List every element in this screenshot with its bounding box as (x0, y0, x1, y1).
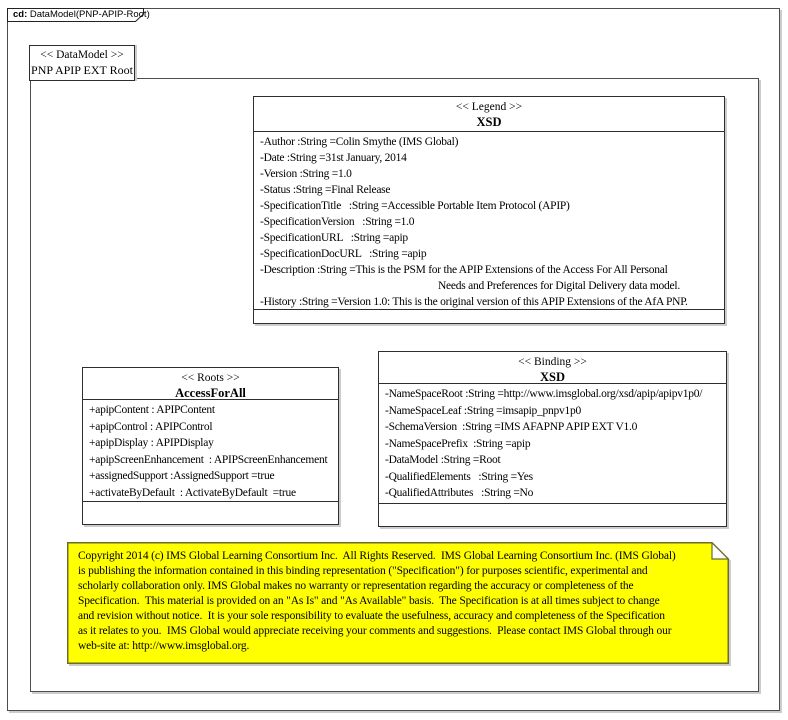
legend-attribute-line: -Date :String =31st January, 2014 (260, 152, 407, 164)
binding-attribute-line: -NameSpaceLeaf :String =imsapip_pnpv1p0 (385, 404, 582, 417)
copyright-line: Copyright 2014 (c) IMS Global Learning Consortium Inc. All Rights Reserved. IMS Global Learning Consortium Inc. (IMS Global) (78, 550, 676, 562)
binding-attribute-line: -SchemaVersion :String =IMS AFAPNP APIP EXT V1.0 (385, 421, 638, 433)
binding-class-name: XSD (539, 370, 565, 384)
roots-attribute-line: +apipScreenEnhancement : APIPScreenEnhancement (89, 453, 328, 466)
legend-class-box[interactable] (253, 96, 725, 324)
copyright-note[interactable] (67, 542, 729, 664)
roots-header (83, 368, 338, 400)
binding-empty-compartment (379, 504, 726, 526)
binding-attribute-line: -NameSpaceRoot :String =http://www.imsglobal.org/xsd/apip/apipv1p0/ (385, 388, 703, 400)
legend-class-name: XSD (476, 115, 502, 129)
copyright-line: and revision without notice. It is your sole responsibility to evaluate the usefulness, accuracy and completeness of the Specification (78, 610, 665, 622)
legend-attribute-line: -SpecificationVersion :String =1.0 (260, 216, 415, 228)
legend-header (254, 97, 724, 132)
binding-header (379, 352, 726, 384)
tab-title (13, 9, 150, 21)
binding-attribute-line: -QualifiedAttributes :String =No (385, 487, 534, 499)
roots-attribute-line: +assignedSupport :AssignedSupport =true (89, 470, 275, 482)
copyright-line: is publishing the information contained in this binding representation ("Specification") for purposes scientific, experimental and (78, 565, 648, 577)
legend-attribute-line: -SpecificationDocURL :String =apip (260, 248, 427, 260)
tab-name-label: DataModel(PNP-APIP-Root) (27, 9, 150, 20)
legend-empty-compartment (254, 310, 724, 323)
roots-stereotype: << Roots >> (181, 372, 240, 384)
binding-attribute-line: -DataModel :String =Root (385, 454, 501, 466)
roots-attribute-line: +activateByDefault : ActivateByDefault =true (89, 486, 296, 499)
copyright-line: Specification. This material is provided on an "As Is" and "As Available" basis. The Specification is at all times subject to change (78, 595, 660, 607)
legend-attribute-line: -SpecificationTitle :String =Accessible Portable Item Protocol (APIP) (260, 200, 570, 212)
roots-attribute-line: +apipDisplay : APIPDisplay (89, 437, 214, 449)
roots-attribute-line: +apipControl : APIPControl (89, 420, 213, 433)
legend-attribute-line: -Version :String =1.0 (260, 168, 352, 180)
legend-attribute-line: -Status :String =Final Release (260, 184, 391, 196)
roots-empty-compartment (83, 502, 338, 524)
legend-stereotype: << Legend >> (455, 101, 523, 113)
tab-kind-label: cd: (13, 9, 28, 20)
copyright-line: web-site at: http://www.imsglobal.org. (78, 640, 250, 652)
package-stereotype: << DataModel >> (40, 49, 124, 61)
roots-class-box[interactable] (82, 367, 339, 525)
binding-attribute-line: -NameSpacePrefix :String =apip (385, 437, 531, 450)
legend-attribute-line: -Author :String =Colin Smythe (IMS Global) (260, 136, 459, 148)
diagram-tab (7, 8, 150, 23)
roots-attribute-line: +apipContent : APIPContent (89, 404, 215, 416)
binding-attribute-line: -QualifiedElements :String =Yes (385, 470, 533, 483)
roots-class-name: AccessForAll (175, 386, 246, 400)
legend-attributes (254, 132, 724, 310)
legend-attribute-line: Needs and Preferences for Digital Delivery data model. (438, 280, 680, 292)
legend-attribute-line: -SpecificationURL :String =apip (260, 232, 408, 244)
roots-attributes (83, 400, 338, 502)
package-header[interactable] (29, 45, 135, 81)
legend-attribute-line: -Description :String =This is the PSM for the APIP Extensions of the Access For All Personal (260, 264, 668, 276)
copyright-text (78, 549, 709, 654)
binding-attributes (379, 384, 726, 504)
binding-class-box[interactable] (378, 351, 727, 527)
note-folded-corner-icon (712, 543, 728, 559)
copyright-line: scholarly collaboration only. IMS Global makes no warranty or representation regarding the accuracy or completeness of the (78, 580, 634, 592)
copyright-line: as it relates to you. IMS Global would appreciate receiving your comments and suggestions. Please contact IMS Global through our (78, 625, 672, 637)
package-name: PNP APIP EXT Root (31, 63, 133, 77)
binding-stereotype: << Binding >> (518, 356, 587, 368)
legend-attribute-line: -History :String =Version 1.0: This is the original version of this APIP Extensions of the AfA PNP. (260, 296, 688, 308)
